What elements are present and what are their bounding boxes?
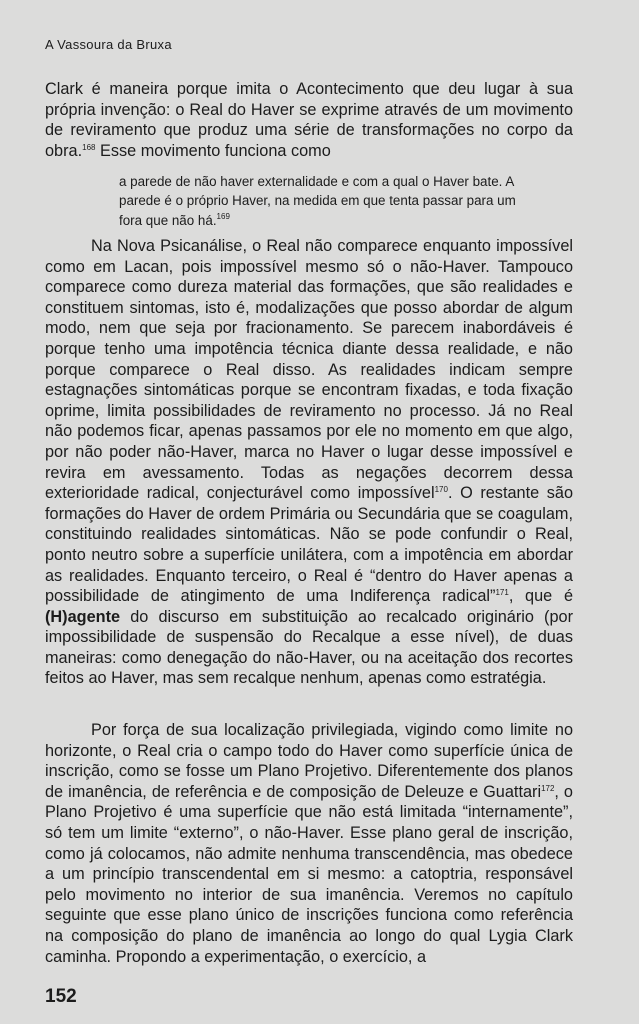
paragraph-3-text-b: , o Plano Projetivo é uma superfície que não está limitada “internamente”, só tem um limite “externo”, o não-Haver. Esse plano geral de inscrição, como já colocamos, não admite nenhuma transcendência, mas obedece a um princípio transcendental em si mesmo: a catoptria, responsável pelo movimento no interior de sua imanência. Veremos no capítulo seguinte que esse plano único de inscrições funciona como referência na composição do plano de imanência ao longo do qual Lygia Clark caminha. Propondo a experimentação, o exercício, a xyxy=(45,782,573,966)
paragraph-2-text-d: do discurso em substituição ao recalcado originário (por impossibilidade de suspensão do Recalque a esse nível), de duas maneiras: como denegação do não-Haver, ou na aceitação dos recortes feitos ao Haver, mas sem recalque nenhum, apenas como estratégia. xyxy=(45,607,573,688)
paragraph-2-text xyxy=(45,236,573,689)
paragraph-2-text-a: Na Nova Psicanálise, o Real não comparece enquanto impossível como em Lacan, pois impossível mesmo só o não-Haver. Tampouco comparece como dureza material das formações, que são realidades e constituem sintomas, isto é, modalizações que posso abordar de algum modo, nem que seja por fracionamento. Se parecem inabordáveis é porque tenho uma impotência técnica diante dessa realidade, e não porque comparece o Real disso. As realidades indicam sempre estagnações sintomáticas porque se encontram fixadas, e toda fixação oprime, limita possibilidades de reviramento no processo. Já no Real não podemos ficar, apenas passamos por ele no momento em que algo, por não poder não-Haver, marca no Haver o lugar desse impossível e revira em avessamento. Todas as negações decorrem dessa exterioridade radical, conjecturável como impossível xyxy=(45,237,573,503)
footnote-ref-172: 172 xyxy=(541,783,555,793)
footnote-ref-170: 170 xyxy=(434,485,448,495)
footnote-ref-171: 171 xyxy=(495,588,509,598)
paragraph-1 xyxy=(45,79,573,161)
paragraph-3-text xyxy=(45,720,573,967)
block-quote-text: a parede de não haver externalidade e com a qual o Haver bate. A parede é o próprio Haver, na medida em que tenta passar para um fora que não há. xyxy=(119,174,516,228)
paragraph-1-text-a: Clark é maneira porque imita o Acontecimento que deu lugar à sua própria invenção: o Real do Haver se exprime através de um movimento de reviramento que produz uma série de transformações no corpo da obra. xyxy=(45,80,573,160)
paragraph-2-text-c: , que é xyxy=(508,587,573,606)
paragraph-1-text xyxy=(45,79,573,161)
footnote-ref-169: 169 xyxy=(216,211,230,221)
page-number: 152 xyxy=(45,986,77,1007)
bold-term-hagente: (H)agente xyxy=(45,607,121,626)
block-quote xyxy=(119,172,519,230)
paragraph-1-text-b: Esse movimento funciona como xyxy=(95,141,331,160)
running-head: A Vassoura da Bruxa xyxy=(45,37,172,52)
paragraph-3 xyxy=(45,720,573,967)
paragraph-3-text-a: Por força de sua localização privilegiada, vigindo como limite no horizonte, o Real cria o campo todo do Haver como superfície única de inscrição, como se fosse um Plano Projetivo. Diferentemente dos planos de imanência, de referência e de composição de Deleuze e Guattari xyxy=(45,721,573,801)
paragraph-2-text-b: . O restante são formações do Haver de ordem Primária ou Secundária que se coagulam, constituindo realidades sintomáticas. Não se pode confundir o Real, ponto neutro sobre a superfície unilátera, com a impotência em abordar as realidades. Enquanto terceiro, o Real é “dentro do Haver apenas a possibilidade de atingimento de uma Indiferença radical” xyxy=(45,484,573,606)
paragraph-2 xyxy=(45,236,573,689)
footnote-ref-168: 168 xyxy=(82,142,96,152)
